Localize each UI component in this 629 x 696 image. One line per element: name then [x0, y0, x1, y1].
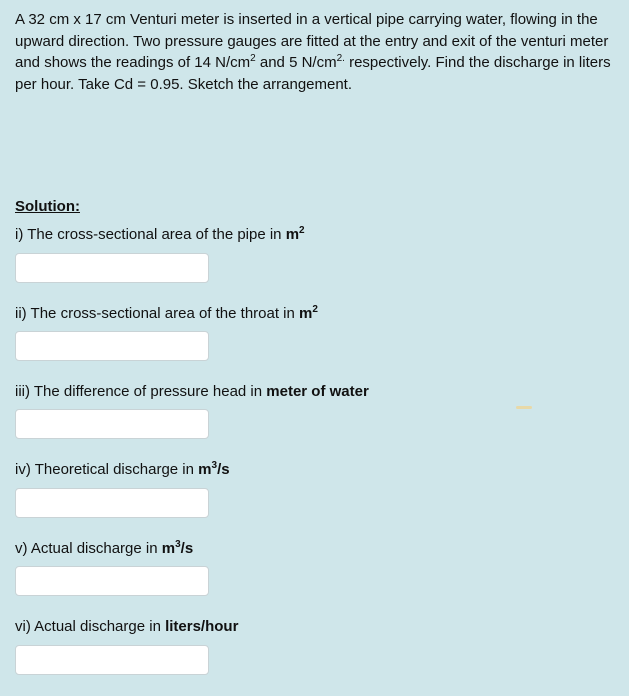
question-5 [15, 540, 193, 557]
question-1 [15, 226, 305, 243]
problem-sup-2: 2. [336, 53, 345, 64]
answer-input-5[interactable] [15, 566, 209, 596]
highlight-mark [516, 406, 532, 409]
question-2-text: ii) The cross-sectional area of the throat in [15, 305, 300, 322]
answer-input-3[interactable] [15, 409, 209, 439]
question-4-text: iv) Theoretical discharge in [15, 461, 199, 478]
question-1-text: i) The cross-sectional area of the pipe in [15, 226, 286, 243]
problem-sup-1: 2 [250, 53, 256, 64]
problem-text-3: respectively. Find the discharge in liters per hour. Take Cd = 0.95. Sketch the arrangement. [15, 54, 611, 93]
answer-input-4[interactable] [15, 488, 209, 518]
answer-input-6[interactable] [15, 645, 209, 675]
problem-text-2: and 5 N/cm [255, 54, 337, 71]
question-1-unit: $m^2$ [285, 225, 305, 243]
question-5-text: v) Actual discharge in [15, 540, 162, 557]
question-6-unit: liters/hour [165, 618, 239, 635]
question-6-text: vi) Actual discharge in [15, 618, 166, 635]
question-2-unit: $m^2$ [299, 304, 318, 322]
question-3-unit: meter of water [266, 383, 369, 400]
question-4 [15, 461, 230, 478]
question-4-unit: $m^3/s$ [198, 460, 230, 478]
solution-heading: Solution: [15, 198, 80, 215]
answer-input-1[interactable] [15, 253, 209, 283]
question-6 [15, 618, 238, 635]
question-5-unit: $m^3/s$ [161, 539, 194, 557]
question-2 [15, 305, 318, 322]
problem-text-1: A 32 cm x 17 cm Venturi meter is inserted in a vertical pipe carrying water, flowing in the upward direction. Two pressure gauges are fitted at the entry and exit of the venturi meter and shows the readings of 14 N/cm [15, 11, 609, 71]
question-3-text: iii) The difference of pressure head in [15, 383, 267, 400]
problem-statement [15, 9, 619, 95]
question-3 [15, 383, 369, 400]
answer-input-2[interactable] [15, 331, 209, 361]
